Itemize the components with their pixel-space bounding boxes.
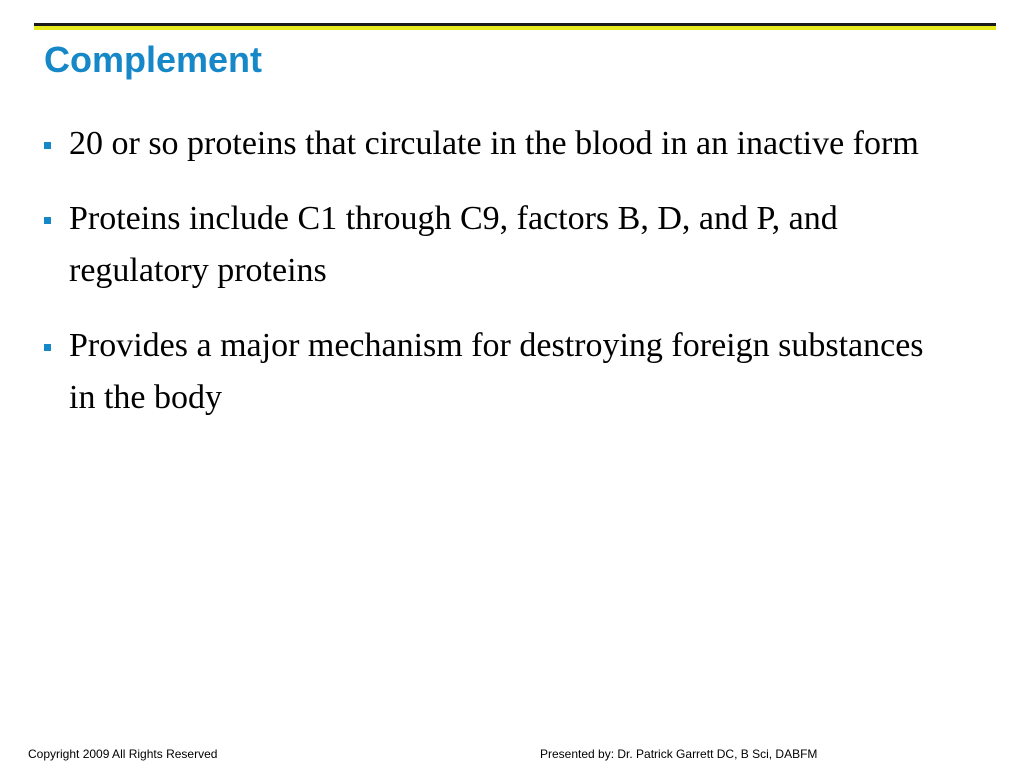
square-bullet-icon [44, 217, 51, 224]
bullet-item [42, 118, 942, 170]
bullet-text: Provides a major mechanism for destroying foreign substances in the body [69, 327, 924, 416]
bullet-list [42, 118, 942, 447]
footer-presenter: Presented by: Dr. Patrick Garrett DC, B Sci, DABFM [540, 747, 818, 761]
bullet-text: 20 or so proteins that circulate in the blood in an inactive form [69, 125, 919, 162]
square-bullet-icon [44, 344, 51, 351]
square-bullet-icon [44, 142, 51, 149]
slide-title: Complement [44, 39, 263, 80]
bullet-item [42, 320, 942, 424]
footer-copyright: Copyright 2009 All Rights Reserved [28, 747, 218, 761]
bullet-item [42, 193, 942, 297]
bullet-text: Proteins include C1 through C9, factors B, D, and P, and regulatory proteins [69, 200, 838, 289]
header-accent-bar [34, 26, 996, 30]
